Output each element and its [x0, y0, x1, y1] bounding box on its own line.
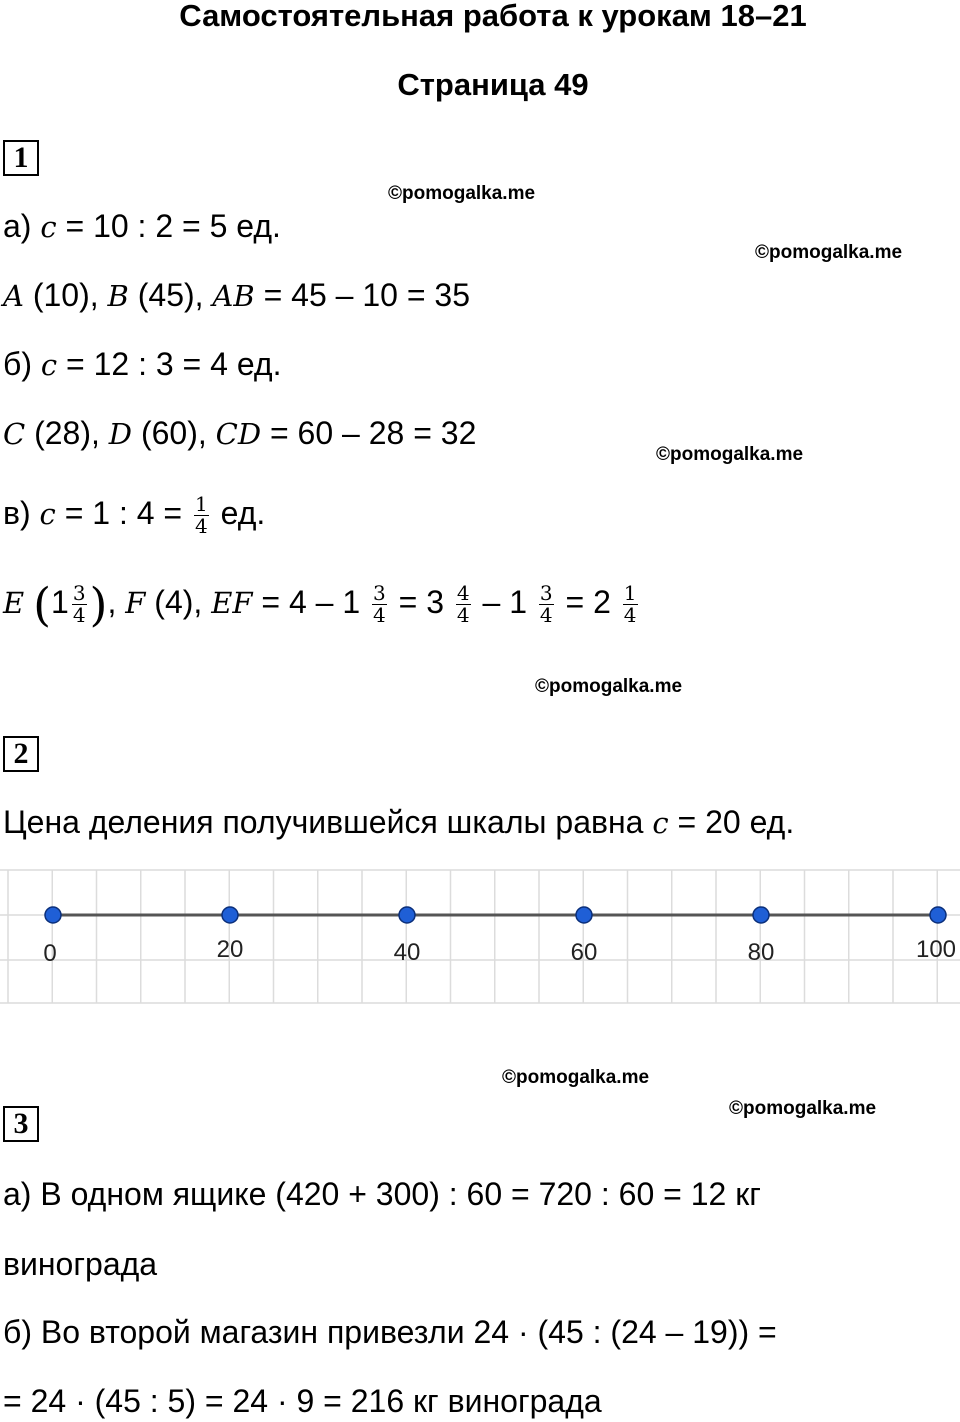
number-line-point [576, 907, 592, 923]
number-line-chart [0, 865, 960, 1015]
task-1-c-line: в) c = 1 : 4 = $\frac{1}{4}$ ед. [3, 492, 266, 539]
task-1-number: 1 [3, 140, 39, 176]
fraction: $\frac{4}{4}$ [456, 581, 470, 628]
grid [0, 870, 960, 1003]
number-line-tick-label: 100 [915, 936, 957, 963]
watermark: ©pomogalka.me [755, 242, 903, 263]
number-line-point [930, 907, 946, 923]
watermark: ©pomogalka.me [388, 183, 536, 204]
task-1-ab-line: A (10), B (45), AB = 45 – 10 = 35 [3, 277, 470, 313]
task-3-b-line-1: б) Во второй магазин привезли 24 · (45 : (24 – 19)) = [3, 1314, 777, 1350]
fraction: $\frac{3}{4}$ [539, 581, 553, 628]
task-3-b-line-2: = 24 · (45 : 5) = 24 · 9 = 216 кг винограда [3, 1383, 602, 1419]
number-line-tick-label: 0 [43, 940, 57, 967]
page-title: Самостоятельная работа к урокам 18–21 [179, 0, 807, 33]
task-1-ef-line: E (1 $\frac{3}{4}$ ), F (4), EF = 4 – 1 $\frac{3}{4}$ = 3 $\frac{4}{4}$ – 1 $\frac{3}{4}$ = 2 $\frac{1}{4}$ [3, 577, 637, 632]
task-3-number: 3 [3, 1106, 39, 1142]
fraction: $\frac{1}{4}$ [623, 581, 637, 628]
fraction: $\frac{3}{4}$ [72, 581, 86, 628]
task-1-a-line: а) c = 10 : 2 = 5 ед. [3, 208, 281, 244]
watermark: ©pomogalka.me [729, 1098, 877, 1119]
task-3-a-line-2: винограда [3, 1246, 158, 1282]
number-line-point [753, 907, 769, 923]
page-subtitle: Страница 49 [397, 67, 589, 102]
watermark: ©pomogalka.me [535, 676, 683, 697]
task-2-number: 2 [3, 736, 39, 772]
number-line-point [45, 907, 61, 923]
fraction: $\frac{3}{4}$ [373, 581, 386, 628]
fraction: $\frac{1}{4}$ [195, 492, 208, 539]
number-line-tick-label: 20 [216, 936, 244, 963]
number-line-point [222, 907, 238, 923]
task-1-cd-line: C (28), D (60), CD = 60 – 28 = 32 [3, 415, 477, 451]
task-3-a-line-1: а) В одном ящике (420 + 300) : 60 = 720 : 60 = 12 кг [3, 1176, 761, 1212]
number-line-tick-label: 80 [747, 939, 775, 966]
number-line-point [399, 907, 415, 923]
watermark: ©pomogalka.me [502, 1067, 650, 1088]
task-1-b-line: б) c = 12 : 3 = 4 ед. [3, 346, 282, 382]
task-2-text: Цена деления получившейся шкалы равна c = 20 ед. [3, 804, 795, 840]
number-line-tick-label: 40 [393, 939, 421, 966]
watermark: ©pomogalka.me [656, 444, 804, 465]
number-line-tick-label: 60 [570, 939, 598, 966]
